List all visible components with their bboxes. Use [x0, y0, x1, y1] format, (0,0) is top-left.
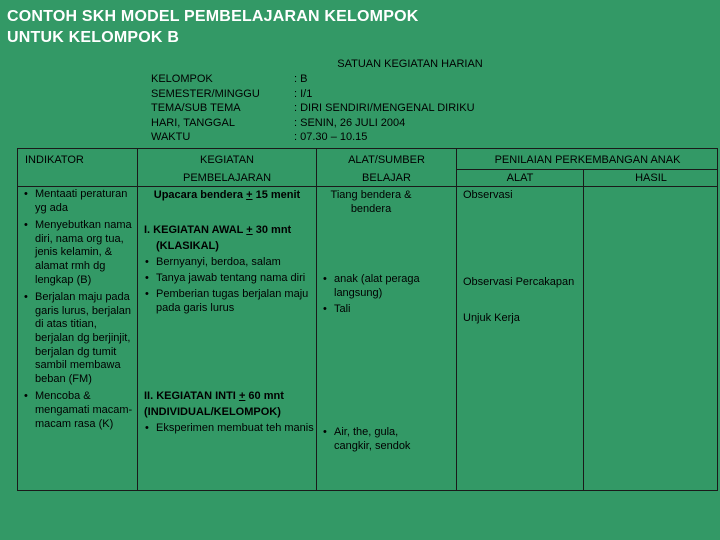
list-item: • Eksperimen membuat teh manis [144, 421, 314, 435]
info-block [151, 72, 475, 145]
info-row-waktu [151, 130, 475, 145]
plus-minus-symbol: + [246, 189, 253, 201]
kegiatan-inti-sub: (INDIVIDUAL/KELOMPOK) [144, 406, 281, 418]
list-item: • Mencoba & mengamati macam-macam rasa (K) [23, 390, 133, 431]
alat-awal [322, 272, 450, 318]
info-row-kelompok [151, 72, 475, 87]
penilaian-row2: Observasi Percakapan [463, 276, 575, 288]
kegiatan-awal-duration: 30 mnt [252, 224, 292, 236]
kegiatan-awal-title: I. KEGIATAN AWAL [144, 224, 247, 236]
header-kegiatan [138, 153, 316, 185]
list-item: • Menyebutkan nama diri, nama org tua, jenis kelamin, & alamat rmh dg lengkap (B) [23, 219, 133, 287]
header-alat-line1: ALAT/SUMBER [348, 154, 425, 166]
plus-minus-symbol: + [238, 390, 246, 402]
list-item: • anak (alat peraga langsung) [322, 272, 450, 300]
kegiatan-awal-heading [144, 223, 314, 237]
kegiatan-opening [138, 188, 316, 202]
list-item: • Bernyanyi, berdoa, salam [144, 255, 314, 269]
info-value: : B [294, 73, 308, 85]
header-kegiatan-line1: KEGIATAN [200, 154, 254, 166]
kegiatan-opening-text: Upacara bendera [153, 189, 247, 201]
table-border-left [17, 148, 18, 491]
header-indikator: INDIKATOR [25, 154, 84, 166]
info-label: TEMA/SUB TEMA [151, 102, 241, 114]
table-col-divider [456, 148, 457, 491]
header-alat-sumber [317, 153, 456, 185]
slide-title-line-1: CONTOH SKH MODEL PEMBELAJARAN KELOMPOK [7, 8, 419, 25]
indikator-list [23, 188, 133, 431]
header-kegiatan-line2: PEMBELAJARAN [182, 172, 272, 184]
info-row-tema [151, 101, 475, 116]
info-row-hari [151, 116, 475, 131]
plus-minus-symbol: + [246, 224, 253, 236]
kegiatan-inti-list [144, 421, 314, 435]
table-col-divider [583, 169, 584, 491]
info-label: KELOMPOK [151, 73, 213, 85]
info-value: : DIRI SENDIRI/MENGENAL DIRIKU [294, 102, 475, 114]
header-alat-line2: BELAJAR [362, 172, 411, 184]
kegiatan-inti [144, 389, 314, 437]
indikator-cell [23, 188, 133, 433]
info-value: : I/1 [294, 87, 313, 100]
penilaian-row1: Observasi [463, 189, 513, 201]
alat-opening: Tiang bendera & bendera [330, 189, 412, 215]
table-border-right [717, 148, 718, 491]
list-item: • Pemberian tugas berjalan maju pada garis lurus [144, 287, 314, 315]
slide-title [7, 6, 418, 48]
header-penilaian-alat: ALAT [506, 172, 534, 184]
table-border-top [17, 148, 718, 149]
alat-inti-list [322, 425, 432, 453]
info-label: SEMESTER/MINGGU [151, 87, 260, 100]
slide-title-line-2: UNTUK KELOMPOK B [7, 29, 180, 46]
list-item: • Mentaati peraturan yg ada [23, 188, 133, 215]
header-penilaian: PENILAIAN PERKEMBANGAN ANAK [494, 154, 681, 166]
list-item: • Berjalan maju pada garis lurus, berjalan di atas titian, berjalan dg berjinjit, berjalan dg tumit sambil membawa beban (FM) [23, 291, 133, 386]
list-item: • Tali [322, 302, 450, 316]
info-label: HARI, TANGGAL [151, 116, 235, 129]
info-value: : SENIN, 26 JULI 2004 [294, 116, 406, 129]
kegiatan-awal [144, 223, 314, 317]
kegiatan-awal-sub: (KLASIKAL) [156, 240, 219, 252]
info-label: WAKTU [151, 131, 191, 143]
table-col-divider [316, 148, 317, 491]
kegiatan-awal-list [144, 255, 314, 315]
header-penilaian-hasil: HASIL [635, 172, 667, 184]
table-border-bottom [17, 490, 718, 491]
info-row-semester [151, 87, 475, 102]
alat-inti [322, 425, 432, 455]
list-item: • Tanya jawab tentang nama diri [144, 271, 314, 285]
table-header-divider [17, 186, 718, 187]
sub-heading: SATUAN KEGIATAN HARIAN [337, 58, 483, 70]
kegiatan-opening-duration: 15 menit [252, 189, 301, 201]
penilaian-row3: Unjuk Kerja [463, 312, 520, 324]
alat-awal-list [322, 272, 450, 316]
kegiatan-inti-duration: 60 mnt [245, 390, 284, 402]
info-value: : 07.30 – 10.15 [294, 131, 368, 143]
list-item: • Air, the, gula, cangkir, sendok [322, 425, 432, 453]
table-subheader-divider [456, 169, 718, 170]
kegiatan-inti-title: II. KEGIATAN INTI [144, 390, 239, 402]
kegiatan-inti-heading [144, 389, 314, 403]
